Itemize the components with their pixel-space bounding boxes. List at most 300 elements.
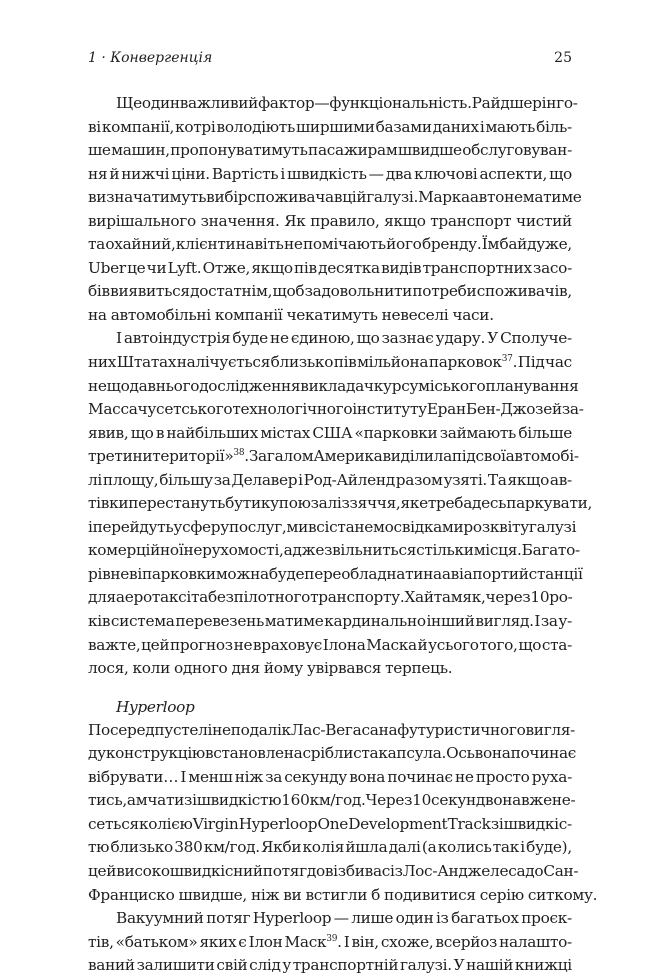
- word: не: [504, 188, 523, 207]
- word: «парковки: [354, 423, 438, 442]
- text-line: [88, 766, 572, 790]
- word: потреби: [412, 282, 477, 301]
- footnote-marker: 37: [501, 353, 513, 364]
- word: буде: [268, 564, 305, 583]
- word: дослідження: [199, 376, 301, 395]
- word: бренду.: [421, 235, 482, 254]
- word: нещодавнього: [88, 376, 200, 395]
- word: під: [451, 447, 476, 466]
- text-line: [88, 163, 572, 187]
- text-line: [88, 398, 584, 422]
- word: пів: [333, 353, 357, 372]
- word: не: [455, 767, 474, 786]
- word: йому: [263, 659, 303, 678]
- word: колія: [302, 838, 345, 857]
- word: вирішального: [88, 211, 196, 230]
- text-line: [88, 327, 572, 351]
- word: колись: [437, 838, 492, 857]
- word: так: [492, 838, 520, 857]
- word: мають: [485, 117, 536, 136]
- word: на: [423, 564, 442, 583]
- word: видів: [381, 258, 422, 277]
- word: Франциско: [88, 885, 175, 904]
- word: автомобільні: [110, 305, 211, 324]
- text-line: [88, 516, 577, 540]
- text-line: [88, 742, 577, 766]
- text-line: [88, 610, 572, 634]
- word: навіть: [235, 235, 284, 254]
- word: ключові: [414, 164, 478, 183]
- text-line: [88, 539, 580, 563]
- text-line: [88, 304, 572, 328]
- word: за: [265, 767, 283, 786]
- word: Через: [365, 791, 413, 810]
- text-line: [88, 719, 576, 743]
- word: явив,: [88, 423, 129, 442]
- word: починає: [510, 744, 577, 763]
- word: Багато-: [521, 541, 580, 560]
- word: котрі: [175, 117, 216, 136]
- word: свій: [216, 956, 248, 975]
- word: удару.: [435, 329, 486, 348]
- text-line: [88, 92, 578, 116]
- word: капсула.: [378, 744, 447, 763]
- word: десь: [472, 494, 507, 513]
- word: Делавер: [231, 470, 298, 489]
- word: пустелі: [154, 720, 213, 739]
- word: прогноз: [169, 635, 233, 654]
- word: Їм: [481, 235, 500, 254]
- word: аспекти,: [479, 164, 548, 183]
- word: —: [333, 909, 349, 928]
- chapter-title: 1 · Конвергенція: [88, 50, 213, 66]
- word: і: [520, 838, 525, 857]
- word: б: [371, 885, 381, 904]
- word: значення.: [200, 211, 280, 230]
- word: засо-: [533, 258, 572, 277]
- word: Lyft.: [167, 258, 202, 277]
- word: комерційної: [88, 541, 184, 560]
- word: Track: [447, 814, 491, 833]
- word: неподалік: [212, 720, 291, 739]
- word: обслуговуван-: [462, 141, 572, 160]
- word: вигля-: [525, 720, 576, 739]
- word: ав-: [549, 470, 572, 489]
- word: компанії,: [101, 117, 175, 136]
- word: достатнім,: [190, 282, 273, 301]
- word: послуг,: [229, 517, 287, 536]
- text-line: [88, 931, 572, 955]
- word: яке: [400, 494, 428, 513]
- word: і: [479, 117, 485, 136]
- word: стільки: [416, 541, 474, 560]
- text-line: [88, 139, 572, 163]
- word: ми: [286, 517, 308, 536]
- word: Штатах: [116, 353, 177, 372]
- word: ви: [283, 885, 302, 904]
- word: паркувати,: [506, 494, 593, 513]
- word: серію: [479, 885, 524, 904]
- word: Hyperloop: [252, 909, 332, 928]
- word: один: [141, 94, 180, 112]
- word: єдиною,: [290, 329, 355, 348]
- word: сріблиста: [302, 744, 379, 763]
- word: задовольнити: [304, 282, 413, 301]
- word: Сан-: [543, 861, 579, 880]
- word: мільйона: [357, 353, 429, 372]
- word: нижчі: [121, 164, 170, 183]
- word: І: [343, 932, 350, 951]
- word: км/год.: [309, 791, 366, 810]
- word: й: [518, 564, 529, 583]
- word: бути: [225, 494, 261, 513]
- word: правило,: [310, 211, 380, 230]
- word: транспорт: [430, 211, 512, 230]
- word: цей: [141, 635, 170, 654]
- text-line: [88, 210, 572, 234]
- word: лося,: [88, 659, 129, 678]
- word: швидкість: [287, 164, 367, 183]
- word: аеротаксі: [115, 588, 191, 607]
- word: потяг: [262, 861, 307, 880]
- word: лі: [88, 470, 103, 489]
- word: час: [545, 353, 572, 372]
- text-line: [88, 586, 572, 610]
- word: потяг: [206, 909, 251, 928]
- word: матиме: [264, 612, 324, 631]
- word: вона: [485, 791, 521, 810]
- word: менш: [188, 767, 233, 786]
- word: у: [173, 517, 183, 536]
- word: міського: [418, 376, 486, 395]
- word: планування: [485, 376, 579, 395]
- word: книжці: [514, 956, 572, 975]
- word: ширшими: [296, 117, 375, 136]
- word: транспорту.: [310, 588, 405, 607]
- word: якщо: [507, 470, 549, 489]
- text-line: [88, 836, 572, 860]
- word: —: [368, 164, 384, 183]
- word: ціни.: [171, 164, 210, 183]
- word: усього: [428, 635, 479, 654]
- word: станції: [528, 564, 583, 583]
- word: конструкцію: [105, 744, 205, 763]
- word: сеться: [88, 814, 139, 833]
- word: тів,: [88, 932, 114, 951]
- footnote-marker: 39: [326, 933, 338, 944]
- word: володіють: [216, 117, 295, 136]
- word: 10: [530, 588, 550, 607]
- word: (а: [421, 838, 437, 857]
- word: футуристичного: [397, 720, 526, 739]
- text-line: [88, 634, 572, 658]
- word: Маска: [366, 635, 417, 654]
- page-number: 25: [554, 50, 572, 66]
- word: Під: [517, 353, 545, 372]
- word: перестануть: [128, 494, 226, 513]
- word: вібрувати…: [88, 767, 179, 786]
- word: встигли: [305, 885, 368, 904]
- text-line: [88, 860, 579, 884]
- word: за: [540, 612, 558, 631]
- word: того,: [479, 635, 518, 654]
- word: із: [390, 861, 403, 880]
- word: Лас-Вегаса: [290, 720, 379, 739]
- word: автоіндустрія: [123, 329, 231, 348]
- word: США: [312, 423, 353, 442]
- text-line: [88, 375, 579, 399]
- word: «батьком»: [115, 932, 198, 951]
- word: він,: [351, 932, 379, 951]
- word: охайний,: [105, 235, 176, 254]
- word: починає: [387, 767, 453, 786]
- word: Як: [284, 211, 306, 230]
- word: довіз: [306, 861, 346, 880]
- word: терпець.: [385, 659, 453, 678]
- word: більше: [518, 423, 572, 442]
- word: на: [88, 305, 107, 324]
- word: перевезень: [175, 612, 264, 631]
- word: два: [385, 164, 412, 183]
- word: містах: [260, 423, 311, 442]
- section-gap: [88, 681, 572, 695]
- word: ваний: [88, 956, 135, 975]
- paragraph: [88, 719, 598, 907]
- word: буде),: [526, 838, 572, 857]
- word: перейдуть: [92, 517, 174, 536]
- word: машин,: [111, 141, 170, 160]
- body-text: [88, 92, 598, 978]
- word: й: [109, 164, 120, 183]
- word: ня: [88, 164, 108, 183]
- word: помічають: [302, 235, 386, 254]
- word: виявиться: [110, 282, 190, 301]
- word: виділила: [382, 447, 452, 466]
- word: секунд: [431, 791, 486, 810]
- word: на: [378, 720, 398, 739]
- word: якщо: [251, 258, 293, 277]
- text-line: [88, 422, 572, 446]
- word: зазнає: [381, 329, 434, 348]
- word: території»$^{38}$.: [152, 447, 249, 466]
- word: нашій: [466, 956, 514, 975]
- word: адже: [283, 541, 325, 560]
- word: парковок$^{37}$.: [428, 353, 518, 372]
- word: секунду: [284, 767, 347, 786]
- word: байдуже,: [499, 235, 572, 254]
- word: залишити: [136, 956, 215, 975]
- text-line: [88, 445, 579, 469]
- text-line: [88, 954, 572, 978]
- word: Род-Айленд: [303, 470, 395, 489]
- word: споживачів,: [476, 282, 572, 301]
- word: разом: [395, 470, 443, 489]
- word: налічується: [176, 353, 271, 372]
- word: треба: [427, 494, 473, 513]
- word: бів: [88, 282, 110, 301]
- word: а: [126, 791, 136, 810]
- word: щоб: [272, 282, 305, 301]
- word: І: [116, 329, 122, 348]
- word: автомобі-: [505, 447, 579, 466]
- text-line: [88, 884, 598, 908]
- word: пропонуватимуть: [170, 141, 308, 160]
- word: фактор: [258, 94, 315, 112]
- word: вигляд.: [475, 612, 534, 631]
- running-header: [88, 50, 572, 72]
- word: важливий: [179, 94, 259, 112]
- text-line: [88, 116, 572, 140]
- word: заліззяччя,: [310, 494, 401, 513]
- paragraph: [88, 327, 593, 680]
- word: швидкістю: [196, 791, 282, 810]
- word: споживача: [247, 188, 334, 207]
- word: близько: [110, 838, 173, 857]
- word: його: [386, 235, 422, 254]
- word: за: [213, 470, 231, 489]
- word: тись,: [88, 791, 127, 810]
- word: та: [88, 235, 105, 254]
- word: тю: [88, 838, 110, 857]
- word: вже: [520, 791, 552, 810]
- word: всерйоз: [435, 932, 498, 951]
- word: пасажирам: [308, 141, 398, 160]
- word: ніж: [250, 885, 280, 904]
- word: багатьох: [451, 909, 519, 928]
- text-line: [88, 813, 572, 837]
- word: не: [233, 635, 253, 654]
- word: не-: [551, 791, 576, 810]
- word: за-: [561, 400, 584, 419]
- word: яких: [199, 932, 237, 951]
- word: невеселі: [381, 305, 449, 324]
- word: пів: [294, 258, 317, 277]
- word: десятка: [318, 258, 380, 277]
- word: Америка: [313, 447, 383, 466]
- word: високошвидкісний: [116, 861, 263, 880]
- text-line: [88, 351, 572, 375]
- word: них: [88, 353, 117, 372]
- word: узяті.: [443, 470, 487, 489]
- word: часи.: [452, 305, 494, 324]
- word: і: [88, 517, 93, 536]
- word: проєк-: [521, 909, 572, 928]
- word: вибір: [206, 188, 248, 207]
- word: схоже,: [380, 932, 434, 951]
- word: система: [110, 612, 175, 631]
- word: звільниться: [324, 541, 417, 560]
- word: в: [155, 423, 165, 442]
- word: транспортних: [422, 258, 532, 277]
- word: займають: [439, 423, 517, 442]
- word: сферу: [182, 517, 229, 536]
- section-heading: Hyperloop: [116, 697, 195, 716]
- word: викладач: [300, 376, 374, 395]
- word: технологічного: [232, 400, 353, 419]
- word: ків: [88, 612, 111, 631]
- text-line: [88, 257, 572, 281]
- word: ду: [88, 744, 106, 763]
- word: —: [314, 94, 330, 112]
- word: курсу: [373, 376, 419, 395]
- word: дня: [231, 659, 260, 678]
- word: це: [127, 258, 146, 277]
- word: коли: [132, 659, 170, 678]
- word: Hyperloop: [238, 814, 318, 833]
- text-line: [88, 657, 572, 681]
- paragraph: [88, 907, 572, 978]
- word: 160: [281, 791, 310, 810]
- word: колією: [139, 814, 193, 833]
- word: один: [395, 909, 434, 928]
- word: налашто-: [499, 932, 572, 951]
- word: враховує: [252, 635, 323, 654]
- word: Якби: [261, 838, 302, 857]
- word: Хай: [404, 588, 434, 607]
- word: Массачусетського: [88, 400, 233, 419]
- word: до: [525, 861, 544, 880]
- word: компанії: [214, 305, 283, 324]
- word: у-: [558, 612, 572, 631]
- word: Отже,: [202, 258, 251, 277]
- word: вона: [474, 744, 511, 763]
- word: переобладнати: [304, 564, 424, 583]
- word: Ось: [446, 744, 475, 763]
- word: лише: [351, 909, 394, 928]
- word: не: [270, 329, 289, 348]
- word: Та: [487, 470, 507, 489]
- word: би: [345, 861, 365, 880]
- word: Вартість: [211, 164, 279, 183]
- word: через: [485, 588, 531, 607]
- word: ше: [88, 141, 111, 160]
- word: безпілотного: [207, 588, 311, 607]
- word: купою: [260, 494, 311, 513]
- word: парковки: [141, 564, 216, 583]
- word: One: [317, 814, 348, 833]
- text-line: [88, 907, 572, 931]
- word: площу,: [102, 470, 159, 489]
- word: матиме: [522, 188, 582, 207]
- word: транспортній: [292, 956, 399, 975]
- word: у: [282, 956, 292, 975]
- word: як,: [462, 588, 486, 607]
- word: чекатимуть: [286, 305, 378, 324]
- word: І: [534, 612, 541, 631]
- word: галузі: [528, 517, 577, 536]
- word: та: [190, 588, 208, 607]
- word: можна: [215, 564, 269, 583]
- word: У: [453, 956, 465, 975]
- word: зі: [184, 791, 197, 810]
- word: свідками: [393, 517, 464, 536]
- word: авто: [469, 188, 505, 207]
- word: нерухомості,: [183, 541, 284, 560]
- word: і: [298, 470, 303, 489]
- footnote-marker: 38: [233, 448, 245, 459]
- word: чистий: [516, 211, 572, 230]
- word: третини: [88, 447, 153, 466]
- word: станемо: [329, 517, 394, 536]
- word: Бен-Джозей: [465, 400, 562, 419]
- word: розквіту: [463, 517, 529, 536]
- word: що: [130, 423, 154, 442]
- word: біль-: [536, 117, 572, 136]
- word: 380: [174, 838, 203, 857]
- text-line: [88, 280, 572, 304]
- word: цей: [88, 861, 117, 880]
- word: Лос-Анджелеса: [402, 861, 526, 880]
